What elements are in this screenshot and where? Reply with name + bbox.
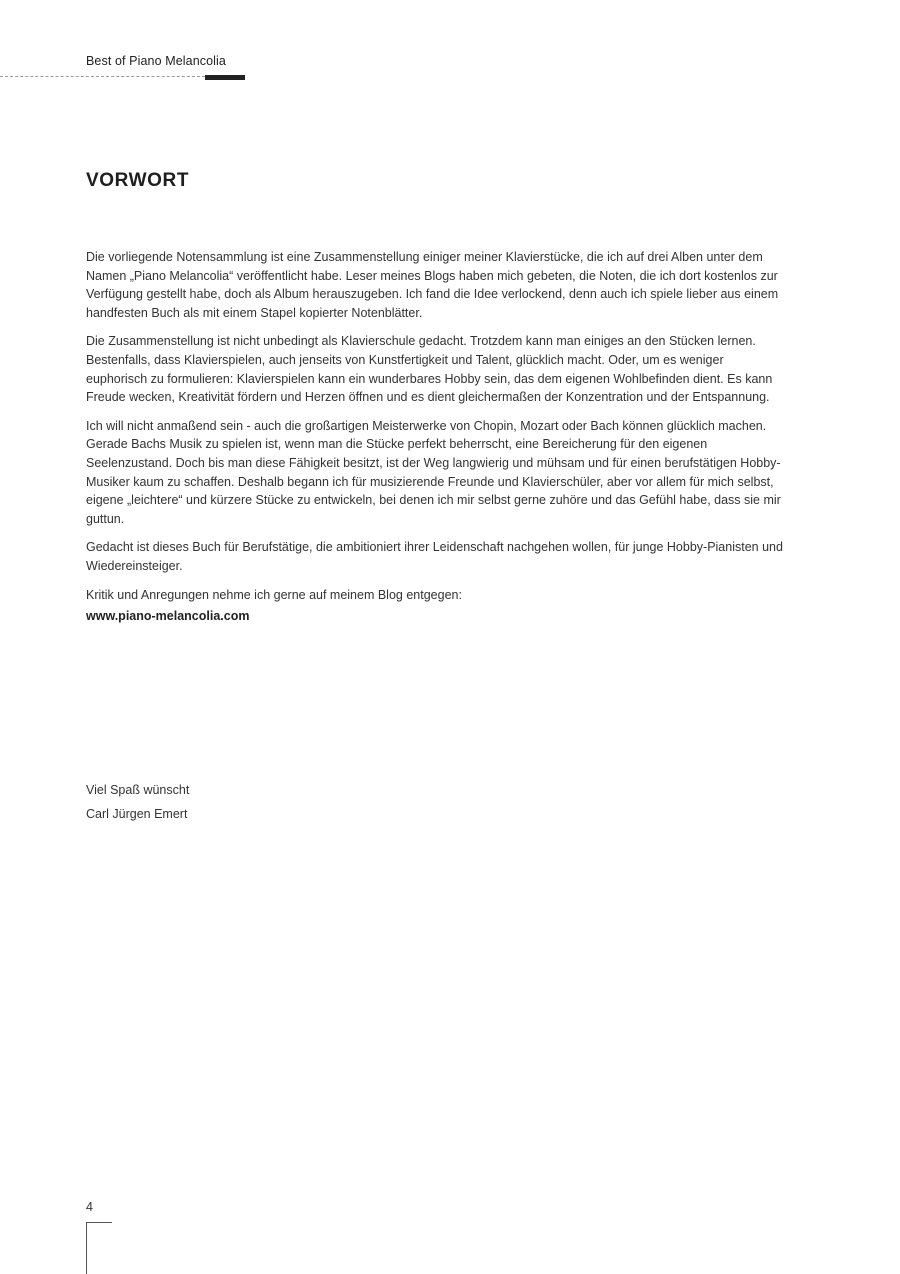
website-link[interactable]: www.piano-melancolia.com <box>86 609 250 624</box>
signoff-author: Carl Jürgen Emert <box>86 807 188 821</box>
paragraph-intro: Die vorliegende Notensammlung ist eine Zusammenstellung einiger meiner Klavierstücke, die ich auf drei Alben unter dem Namen „Piano Melancolia“ veröffentlicht habe. Leser meines Blogs haben mich gebeten, die Noten, die ich dort kostenlos zur Verfügung gestellt habe, doch als Album herauszugeben. Ich fand die Idee verlockend, denn auch ich spiele lieber aus einem handfesten Buch als mit einem Stapel kopierter Notenblätter. <box>86 250 779 320</box>
corner-mark-vertical <box>86 1222 87 1274</box>
signoff <box>86 778 189 826</box>
paragraph-audience: Gedacht ist dieses Buch für Berufstätige, die ambitioniert ihrer Leidenschaft nachgehen wollen, für junge Hobby-Pianisten und Wiedereinsteiger. <box>86 540 783 573</box>
header-rule <box>0 76 205 77</box>
paragraph-motivation: Ich will nicht anmaßend sein - auch die großartigen Meisterwerke von Chopin, Mozart oder Bach können glücklich machen. Gerade Bachs Musik zu spielen ist, wenn man die Stücke perfekt beherrscht, eine Bereicherung für den eigenen Seelenzustand. Doch bis man diese Fähigkeit besitzt, ist der Weg langwierig und mühsam und für einen berufstätigen Hobby-Musiker kaum zu schaffen. Deshalb begann ich für musizierende Freunde und Klavierschüler, aber vor allem für mich selbst, eigene „leichtere“ und kürzere Stücke zu entwickeln, bei denen ich mir selbst gerne zuhöre und das Gefühl habe, dass sie mir guttun. <box>86 418 781 526</box>
signoff-greeting: Viel Spaß wünscht <box>86 783 190 797</box>
page-title: VORWORT <box>86 170 190 191</box>
corner-mark-horizontal <box>86 1222 112 1223</box>
header-accent-bar <box>205 75 245 80</box>
running-header-title: Best of Piano Melancolia <box>86 54 226 68</box>
foreword-body <box>86 248 786 626</box>
paragraph-feedback: Kritik und Anregungen nehme ich gerne auf meinem Blog entgegen: <box>86 587 462 602</box>
page-number: 4 <box>86 1200 93 1214</box>
paragraph-purpose: Die Zusammenstellung ist nicht unbedingt als Klavierschule gedacht. Trotzdem kann man einiges an den Stücken lernen. Bestenfalls, dass Klavierspielen, auch jenseits von Kunstfertigkeit und Talent, glücklich macht. Oder, um es weniger euphorisch zu formulieren: Klavierspielen kann ein wunderbares Hobby sein, das dem eigenen Wohlbefinden dient. Es kann Freude wecken, Kreativität fördern und Herzen öffnen und es dient gleichermaßen der Konzentration und der Entspannung. <box>86 334 773 405</box>
